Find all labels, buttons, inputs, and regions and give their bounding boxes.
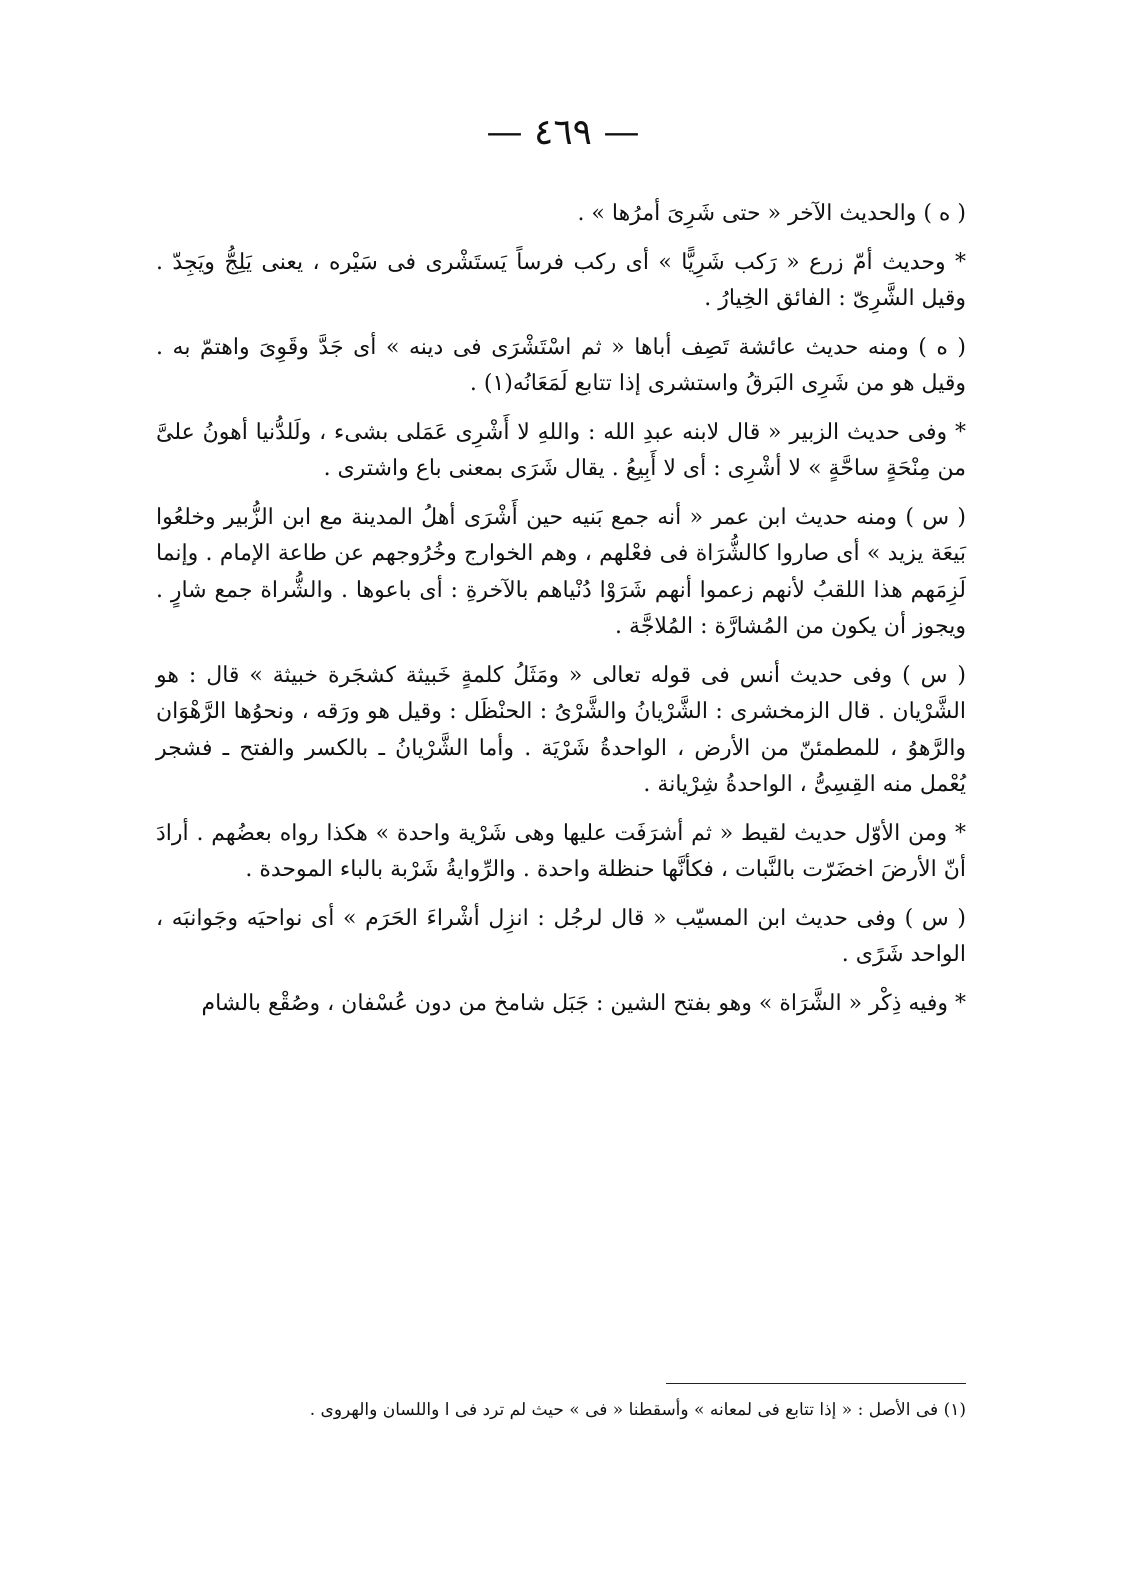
paragraph-6: ( س ) وفى حديث أنس فى قوله تعالى « ومَثَلُ كلمةٍ خَبيثة كشجَرة خبيثة » قال : هو الشَّرْيان . قال الزمخشرى : الشَّرْيانُ والشَّرْىُ : الحنْظَل : وقيل هو ورَقه ، ونحوُها الرَّهْوَان والرَّهوُ ، للمطمئنّ من الأرض ، الواحدةُ شَرْيَة . وأما الشَّرْيانُ ـ بالكسر والفتح ـ فشجر يُعْمل منه القِسِىُّ ، الواحدةُ شِرْيانة . [156,662,966,797]
main-text [156,196,966,1034]
paragraph-4: * وفى حديث الزبير « قال لابنه عبدِ الله : واللهِ لا أَشْرِى عَمَلى بشىء ، ولَلدُّنيا أهونُ علىَّ من مِنْحَةٍ ساحَّةٍ » لا أشْرِى : أى لا أَبِيعُ . يقال شَرَى بمعنى باع واشترى . [156,419,966,481]
paragraph-9: * وفيه ذِكْر « الشَّرَاة » وهو بفتح الشين : جَبَل شامخ من دون عُسْفان ، وصُقْع بالشام [201,990,966,1016]
paragraph-8: ( س ) وفى حديث ابن المسيّب « قال لرجُل : انزِل أشْراءَ الحَرَم » أى نواحيَه وجَوانبَه ، الواحد شَرًى . [156,905,966,967]
footnote: (١) فى الأصل : « إذا تتابع فى لمعانه » وأسقطنا « فى » حيث لم ترد فى ا واللسان والهروى . [309,1400,966,1420]
paragraph-3: ( ه ) ومنه حديث عائشة تَصِف أباها « ثم اسْتَشْرَى فى دينه » أى جَدَّ وقَوِىَ واهتمّ به . وقيل هو من شَرِى البَرقُ واستشرى إذا تتابع لَمَعَانُه(١) . [156,334,966,396]
paragraph-5: ( س ) ومنه حديث ابن عمر « أنه جمع بَنيه حين أَشْرَى أهلُ المدينة مع ابن الزُّبير وخلعُوا بَيعَة يزيد » أى صاروا كالشُّرَاة فى فعْلهم ، وهم الخوارج وخُرُوجهم عن طاعة الإمام . وإنما لَزِمَهم هذا اللقبُ لأنهم زعموا أنهم شَرَوْا دُنْياهم بالآخرةِ : أى باعوها . والشُّراة جمع شارٍ . ويجوز أن يكون من المُشارَّة : المُلاجَّة . [156,504,966,639]
paragraph-1: ( ه ) والحديث الآخر « حتى شَرِىَ أمرُها » . [577,201,966,226]
page-number: — ٤٦٩ — [486,112,640,153]
paragraph-2: * وحديث أمّ زرع « رَكب شَرِيًّا » أى ركب فرساً يَستَشْرى فى سَيْره ، يعنى يَلِجُّ ويَجِدّ . وقيل الشَّرِىّ : الفائق الخِيارُ . [156,249,966,311]
paragraph-7: * ومن الأوّل حديث لقيط « ثم أشرَفَت عليها وهى شَرْية واحدة » هكذا رواه بعضُهم . أرادَ أنّ الأرضَ اخضَرّت بالنَّبات ، فكأنَّها حنظلة واحدة . والرِّوايةُ شَرْبة بالباء الموحدة . [156,820,966,882]
footnote-separator [666,1383,966,1384]
